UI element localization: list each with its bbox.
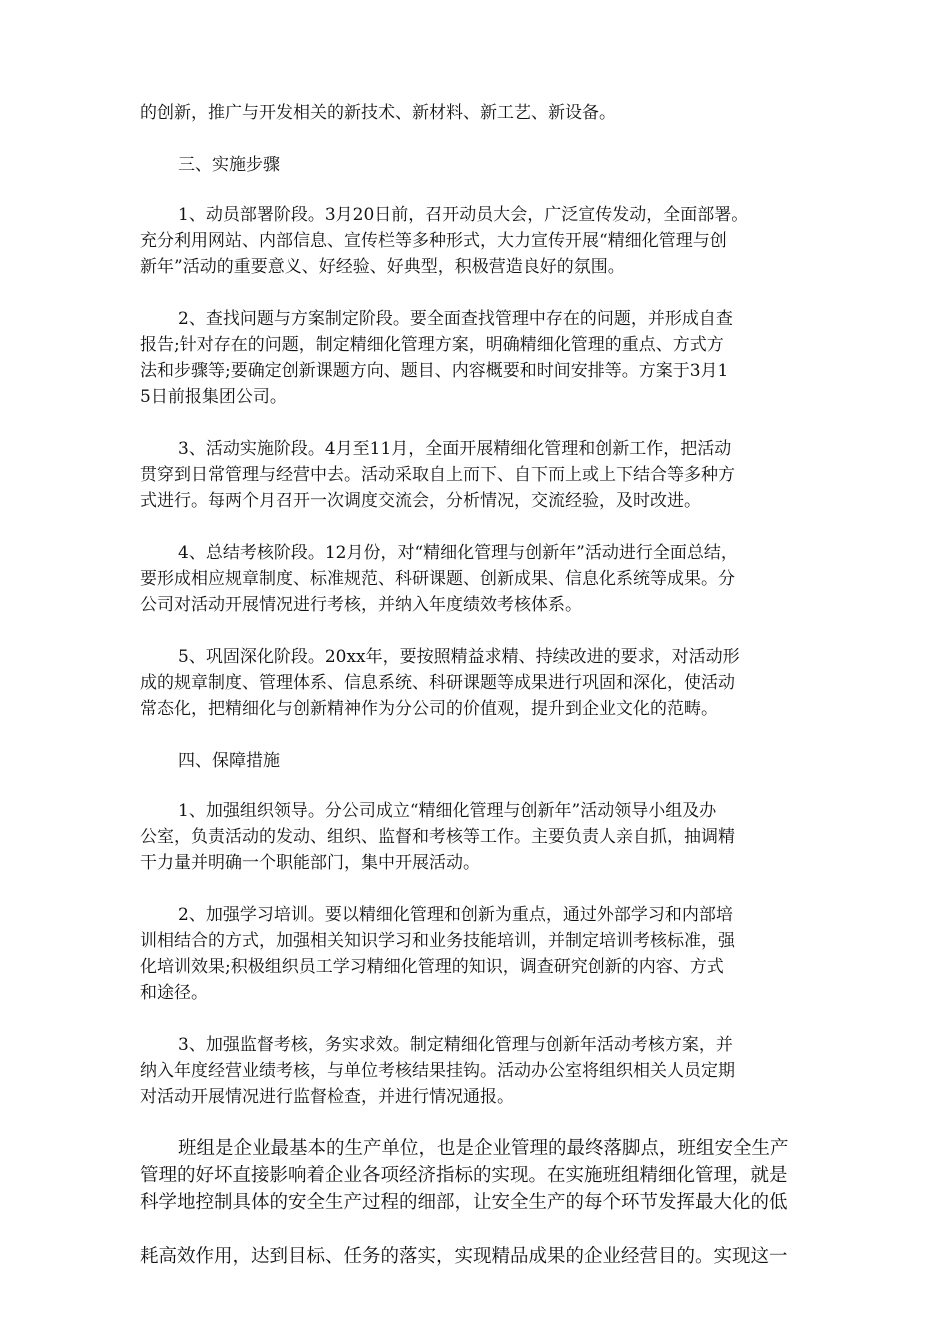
text-line: 5、巩固深化阶段。20xx年，要按照精益求精、持续改进的要求，对活动形 <box>178 647 740 667</box>
text-line: 3、加强监督考核，务实求效。制定精细化管理与创新年活动考核方案，并 <box>178 1035 733 1055</box>
text-line: 科学地控制具体的安全生产过程的细部，让安全生产的每个环节发挥最大化的低 <box>140 1192 788 1213</box>
text-line: 成的规章制度、管理体系、信息系统、科研课题等成果进行巩固和深化，使活动 <box>140 673 735 693</box>
text-line: 法和步骤等;要确定创新课题方向、题目、内容概要和时间安排等。方案于3月1 <box>140 361 729 381</box>
text-line: 充分利用网站、内部信息、宣传栏等多种形式，大力宣传开展“精细化管理与创 <box>140 231 727 251</box>
text-line: 2、加强学习培训。要以精细化管理和创新为重点，通过外部学习和内部培 <box>178 905 733 925</box>
text-line: 班组是企业最基本的生产单位，也是企业管理的最终落脚点，班组安全生产 <box>178 1138 789 1159</box>
text-line: 公室，负责活动的发动、组织、监督和考核等工作。主要负责人亲自抓，抽调精 <box>140 827 735 847</box>
text-line: 5日前报集团公司。 <box>140 387 287 407</box>
text-line: 要形成相应规章制度、标准规范、科研课题、创新成果、信息化系统等成果。分 <box>140 569 735 589</box>
text-line: 的创新，推广与开发相关的新技术、新材料、新工艺、新设备。 <box>140 103 616 123</box>
text-line: 式进行。每两个月召开一次调度交流会，分析情况，交流经验，及时改进。 <box>140 491 701 511</box>
text-line: 和途径。 <box>140 983 208 1003</box>
section-heading: 四、保障措施 <box>178 751 280 771</box>
text-line: 干力量并明确一个职能部门，集中开展活动。 <box>140 853 480 873</box>
text-line: 公司对活动开展情况进行考核，并纳入年度绩效考核体系。 <box>140 595 582 615</box>
text-line: 耗高效作用，达到目标、任务的落实，实现精品成果的企业经营目的。实现这一 <box>140 1246 788 1267</box>
text-line: 1、加强组织领导。分公司成立“精细化管理与创新年”活动领导小组及办 <box>178 801 717 821</box>
text-line: 化培训效果;积极组织员工学习精细化管理的知识，调查研究创新的内容、方式 <box>140 957 724 977</box>
text-line: 1、动员部署阶段。3月20日前，召开动员大会，广泛宣传发动，全面部署。 <box>178 205 749 225</box>
section-heading: 三、实施步骤 <box>178 155 280 175</box>
text-line: 训相结合的方式，加强相关知识学习和业务技能培训，并制定培训考核标准，强 <box>140 931 735 951</box>
text-line: 4、总结考核阶段。12月份，对“精细化管理与创新年”活动进行全面总结， <box>178 543 738 563</box>
text-line: 新年”活动的重要意义、好经验、好典型，积极营造良好的氛围。 <box>140 257 625 277</box>
text-line: 管理的好坏直接影响着企业各项经济指标的实现。在实施班组精细化管理，就是 <box>140 1165 788 1186</box>
text-line: 3、活动实施阶段。4月至11月，全面开展精细化管理和创新工作，把活动 <box>178 439 732 459</box>
text-line: 纳入年度经营业绩考核，与单位考核结果挂钩。活动办公室将组织相关人员定期 <box>140 1061 735 1081</box>
text-line: 贯穿到日常管理与经营中去。活动采取自上而下、自下而上或上下结合等多种方 <box>140 465 735 485</box>
text-line: 报告;针对存在的问题，制定精细化管理方案，明确精细化管理的重点、方式方 <box>140 335 724 355</box>
text-line: 常态化，把精细化与创新精神作为分公司的价值观，提升到企业文化的范畴。 <box>140 699 718 719</box>
text-line: 对活动开展情况进行监督检查，并进行情况通报。 <box>140 1087 514 1107</box>
text-line: 2、查找问题与方案制定阶段。要全面查找管理中存在的问题，并形成自查 <box>178 309 733 329</box>
